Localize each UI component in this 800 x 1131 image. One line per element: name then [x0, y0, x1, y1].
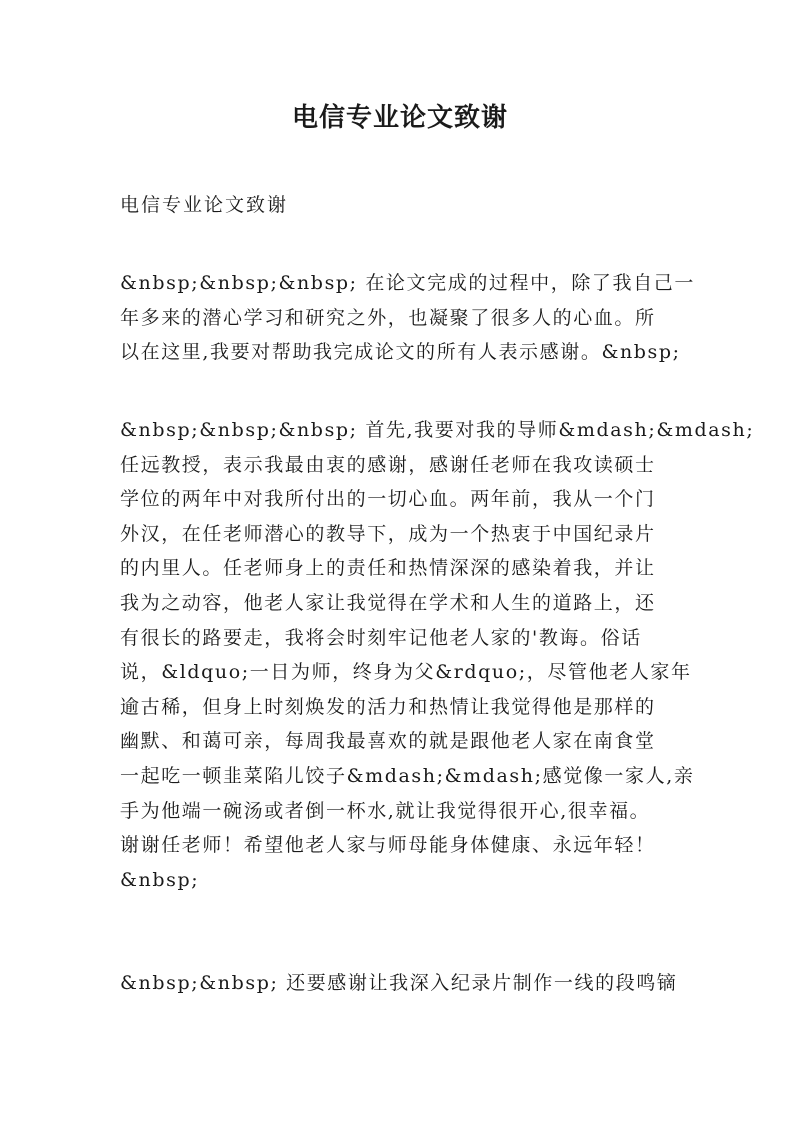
paragraph-line: 谢谢任老师！希望他老人家与师母能身体健康、永远年轻！: [120, 834, 656, 857]
paragraph-line: 幽默、和蔼可亲，每周我最喜欢的就是跟他老人家在南食堂: [120, 730, 656, 753]
paragraph-line: 年多来的潜心学习和研究之外，也凝聚了很多人的心血。所: [120, 306, 656, 329]
paragraph-line: 逾古稀，但身上时刻焕发的活力和热情让我觉得他是那样的: [120, 695, 656, 718]
paragraph-line: 手为他端一碗汤或者倒一杯水,就让我觉得很开心,很幸福。: [120, 799, 651, 822]
paragraph-line: 有很长的路要走，我将会时刻牢记他老人家的'教诲。俗话: [120, 626, 642, 649]
paragraph-2: [120, 413, 755, 897]
paragraph-line: 一起吃一顿韭菜陷儿饺子&mdash;&mdash;感觉像一家人,亲: [120, 764, 695, 787]
paragraph-line: 以在这里,我要对帮助我完成论文的所有人表示感谢。&nbsp;: [120, 341, 681, 364]
document-subtitle: 电信专业论文致谢: [120, 194, 289, 216]
paragraph-line: &nbsp;&nbsp;&nbsp; 在论文完成的过程中，除了我自己一: [120, 272, 695, 294]
paragraph-line: &nbsp;&nbsp; 还要感谢让我深入纪录片制作一线的段鸣镝: [120, 972, 678, 994]
paragraph-line: &nbsp;: [120, 868, 200, 891]
paragraph-line: 说，&ldquo;一日为师，终身为父&rdquo;，尽管他老人家年: [120, 661, 692, 684]
document-title: 电信专业论文致谢: [291, 103, 508, 133]
paragraph-line: &nbsp;&nbsp;&nbsp; 首先,我要对我的导师&mdash;&mdash;: [120, 419, 755, 441]
paragraph-3: [120, 966, 700, 1001]
paragraph-line: 任远教授，表示我最由衷的感谢，感谢任老师在我攻读硕士: [120, 453, 656, 476]
paragraph-line: 我为之动容，他老人家让我觉得在学术和人生的道路上，还: [120, 591, 656, 614]
paragraph-1: [120, 266, 700, 370]
paragraph-line: 外汉，在任老师潜心的教导下，成为一个热衷于中国纪录片: [120, 522, 656, 545]
paragraph-line: 学位的两年中对我所付出的一切心血。两年前，我从一个门: [120, 488, 656, 511]
paragraph-line: 的内里人。任老师身上的责任和热情深深的感染着我，并让: [120, 557, 656, 580]
